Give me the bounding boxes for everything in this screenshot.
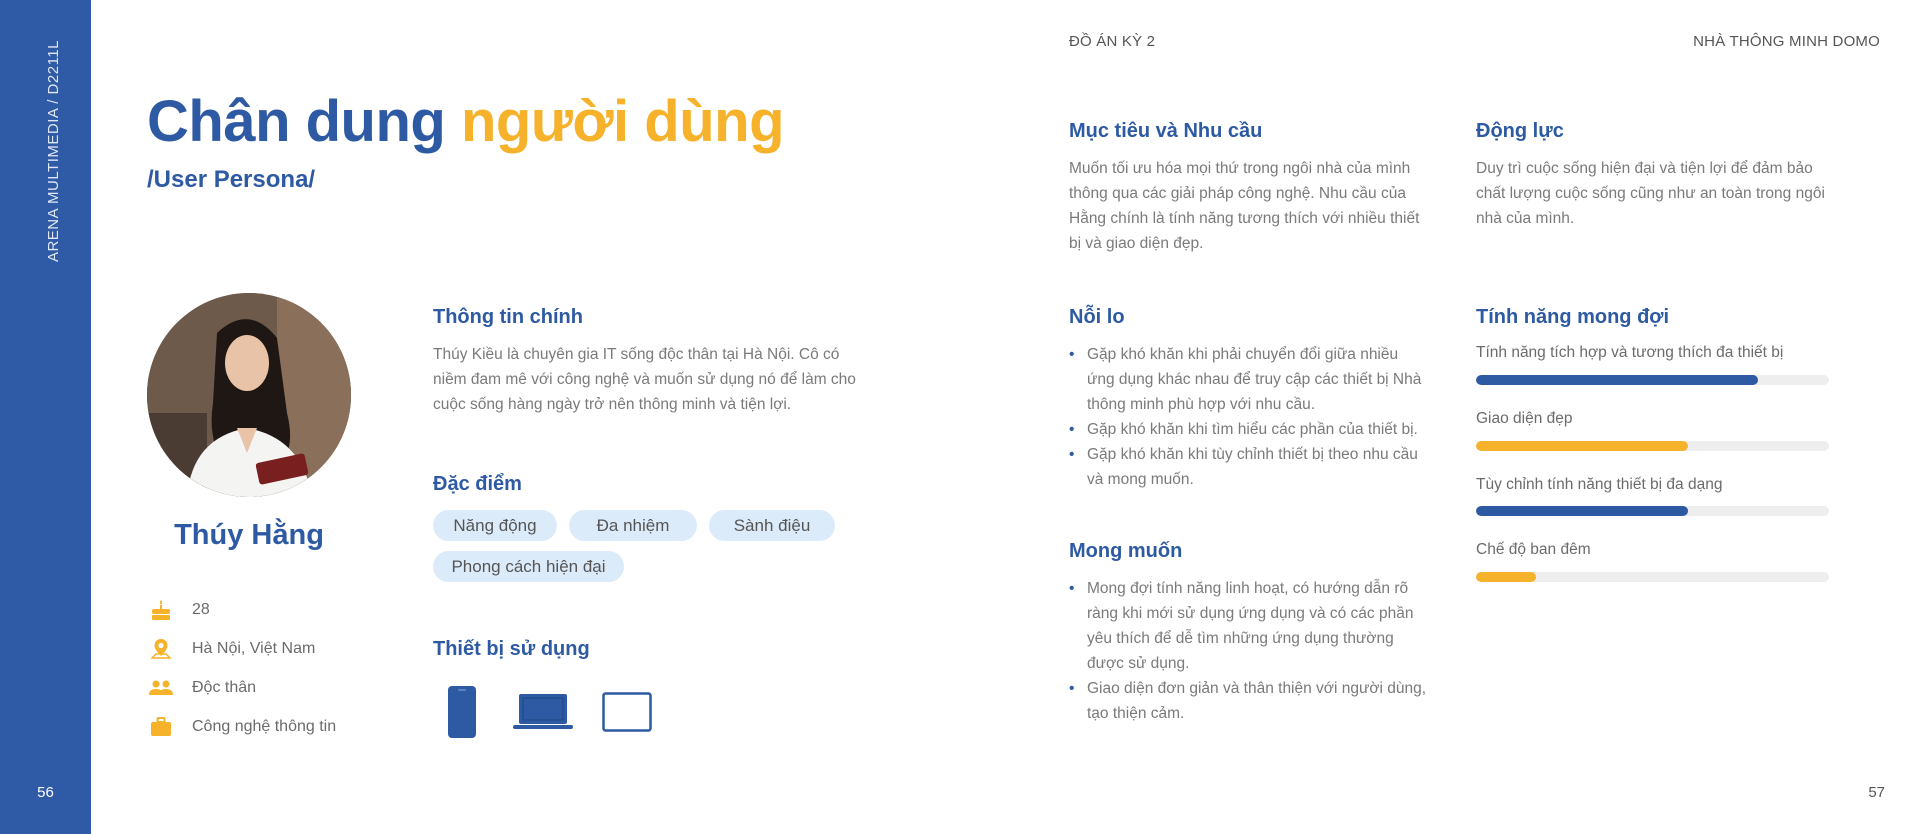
desire-line: yêu thích để dễ tìm những ứng dụng thường — [1087, 630, 1394, 647]
desire-line: • Giao diện đơn giản và thân thiện với người dùng, — [1087, 680, 1427, 697]
devices-heading: Thiết bị sử dụng — [433, 638, 590, 660]
title-part-1: Chân dung — [147, 89, 446, 154]
detail-status — [147, 674, 256, 702]
main-info-line: niềm đam mê với công nghệ và muốn sử dụng nó để làm cho — [433, 371, 856, 388]
persona-photo — [147, 293, 351, 497]
motivation-line: Duy trì cuộc sống hiện đại và tiện lợi để đảm bảo — [1476, 160, 1813, 177]
phone-icon — [447, 685, 477, 744]
persona-name: Thúy Hằng — [174, 519, 324, 551]
desire-line: • Mong đợi tính năng linh hoạt, có hướng dẫn rõ — [1087, 580, 1409, 597]
header-project: ĐỒ ÁN KỲ 2 — [1069, 33, 1156, 50]
detail-location — [147, 635, 315, 663]
page-number-right: 57 — [1868, 784, 1885, 801]
list-item — [1069, 576, 1449, 676]
traits-heading: Đặc điểm — [433, 473, 522, 495]
briefcase-icon — [147, 713, 175, 741]
goals-line: thông qua các giải pháp công nghệ. Nhu cầu của — [1069, 185, 1406, 202]
tablet-icon — [602, 692, 652, 737]
feature-bar-track — [1476, 506, 1829, 516]
desires-list — [1069, 576, 1449, 726]
page-number-left: 56 — [37, 784, 54, 801]
trait-chip: Phong cách hiện đại — [433, 551, 624, 582]
worries-heading: Nỗi lo — [1069, 306, 1125, 328]
avatar — [147, 293, 351, 497]
feature-bar-track — [1476, 572, 1829, 582]
feature-bar-track — [1476, 441, 1829, 451]
motivation-heading: Động lực — [1476, 120, 1564, 142]
trait-chip: Sành điệu — [709, 510, 835, 541]
detail-status-text: Độc thân — [192, 679, 257, 696]
feature-label: Tính năng tích hợp và tương thích đa thiết bị — [1476, 344, 1784, 361]
detail-job-text: Công nghệ thông tin — [192, 718, 337, 735]
sidebar-vertical-text: ARENA MULTIMEDIA / D2211L — [45, 40, 62, 263]
list-item — [1069, 417, 1449, 442]
title-part-2: người dùng — [460, 89, 785, 154]
feature-label: Giao diện đẹp — [1476, 410, 1573, 427]
worry-line: ứng dụng khác nhau để truy cập các thiết bị Nhà — [1087, 371, 1422, 388]
trait-chip: Năng động — [433, 510, 557, 541]
list-item — [1069, 342, 1449, 417]
worries-list — [1069, 342, 1449, 492]
motivation-text — [1476, 156, 1856, 231]
detail-age — [147, 596, 210, 624]
worry-line: • Gặp khó khăn khi phải chuyển đổi giữa nhiều — [1087, 346, 1399, 363]
sidebar — [0, 0, 91, 834]
goals-line: Muốn tối ưu hóa mọi thứ trong ngôi nhà của mình — [1069, 160, 1411, 177]
location-icon — [147, 635, 175, 663]
motivation-line: chất lượng cuộc sống cũng như an toàn trong ngôi — [1476, 185, 1825, 202]
list-item — [1069, 442, 1449, 492]
page-title — [147, 88, 784, 155]
trait-chip: Đa nhiệm — [569, 510, 697, 541]
detail-age-text: 28 — [192, 601, 210, 618]
page-subtitle: /User Persona/ — [147, 166, 316, 193]
people-icon — [147, 674, 175, 702]
goals-line: bị và giao diện đẹp. — [1069, 235, 1204, 252]
list-item — [1069, 676, 1449, 726]
main-info-line: cuộc sống hàng ngày trở nên thông minh và tiện lợi. — [433, 396, 792, 413]
goals-line: Hằng chính là tính năng tương thích với nhiều thiết — [1069, 210, 1420, 227]
feature-bar-fill — [1476, 441, 1688, 451]
cake-icon — [147, 596, 175, 624]
feature-bar-fill — [1476, 572, 1536, 582]
feature-label: Chế độ ban đêm — [1476, 541, 1591, 558]
main-info-line: Thúy Kiều là chuyên gia IT sống độc thân tại Hà Nội. Cô có — [433, 346, 840, 363]
header-brand: NHÀ THÔNG MINH DOMO — [1693, 33, 1880, 50]
worry-line: và mong muốn. — [1087, 471, 1194, 488]
feature-bar-fill — [1476, 506, 1688, 516]
goals-heading: Mục tiêu và Nhu cầu — [1069, 120, 1263, 142]
desires-heading: Mong muốn — [1069, 540, 1183, 562]
worry-line: thông minh phù hợp với nhu cầu. — [1087, 396, 1316, 413]
features-heading: Tính năng mong đợi — [1476, 306, 1670, 328]
feature-label: Tùy chỉnh tính năng thiết bị đa dạng — [1476, 476, 1723, 493]
desire-line: ràng khi mới sử dụng ứng dụng và có các phần — [1087, 605, 1414, 622]
feature-bar-fill — [1476, 375, 1758, 385]
main-info-heading: Thông tin chính — [433, 306, 583, 328]
detail-job — [147, 713, 336, 741]
feature-bar-track — [1476, 375, 1829, 385]
motivation-line: nhà của mình. — [1476, 210, 1575, 227]
worry-line: • Gặp khó khăn khi tùy chỉnh thiết bị theo nhu cầu — [1087, 446, 1418, 463]
desire-line: được sử dụng. — [1087, 655, 1190, 672]
laptop-icon — [513, 692, 573, 737]
detail-location-text: Hà Nội, Việt Nam — [192, 640, 316, 657]
worry-line: • Gặp khó khăn khi tìm hiểu các phần của thiết bị. — [1087, 421, 1418, 438]
main-info-text — [433, 342, 873, 417]
desire-line: tạo thiện cảm. — [1087, 705, 1185, 722]
goals-text — [1069, 156, 1439, 256]
